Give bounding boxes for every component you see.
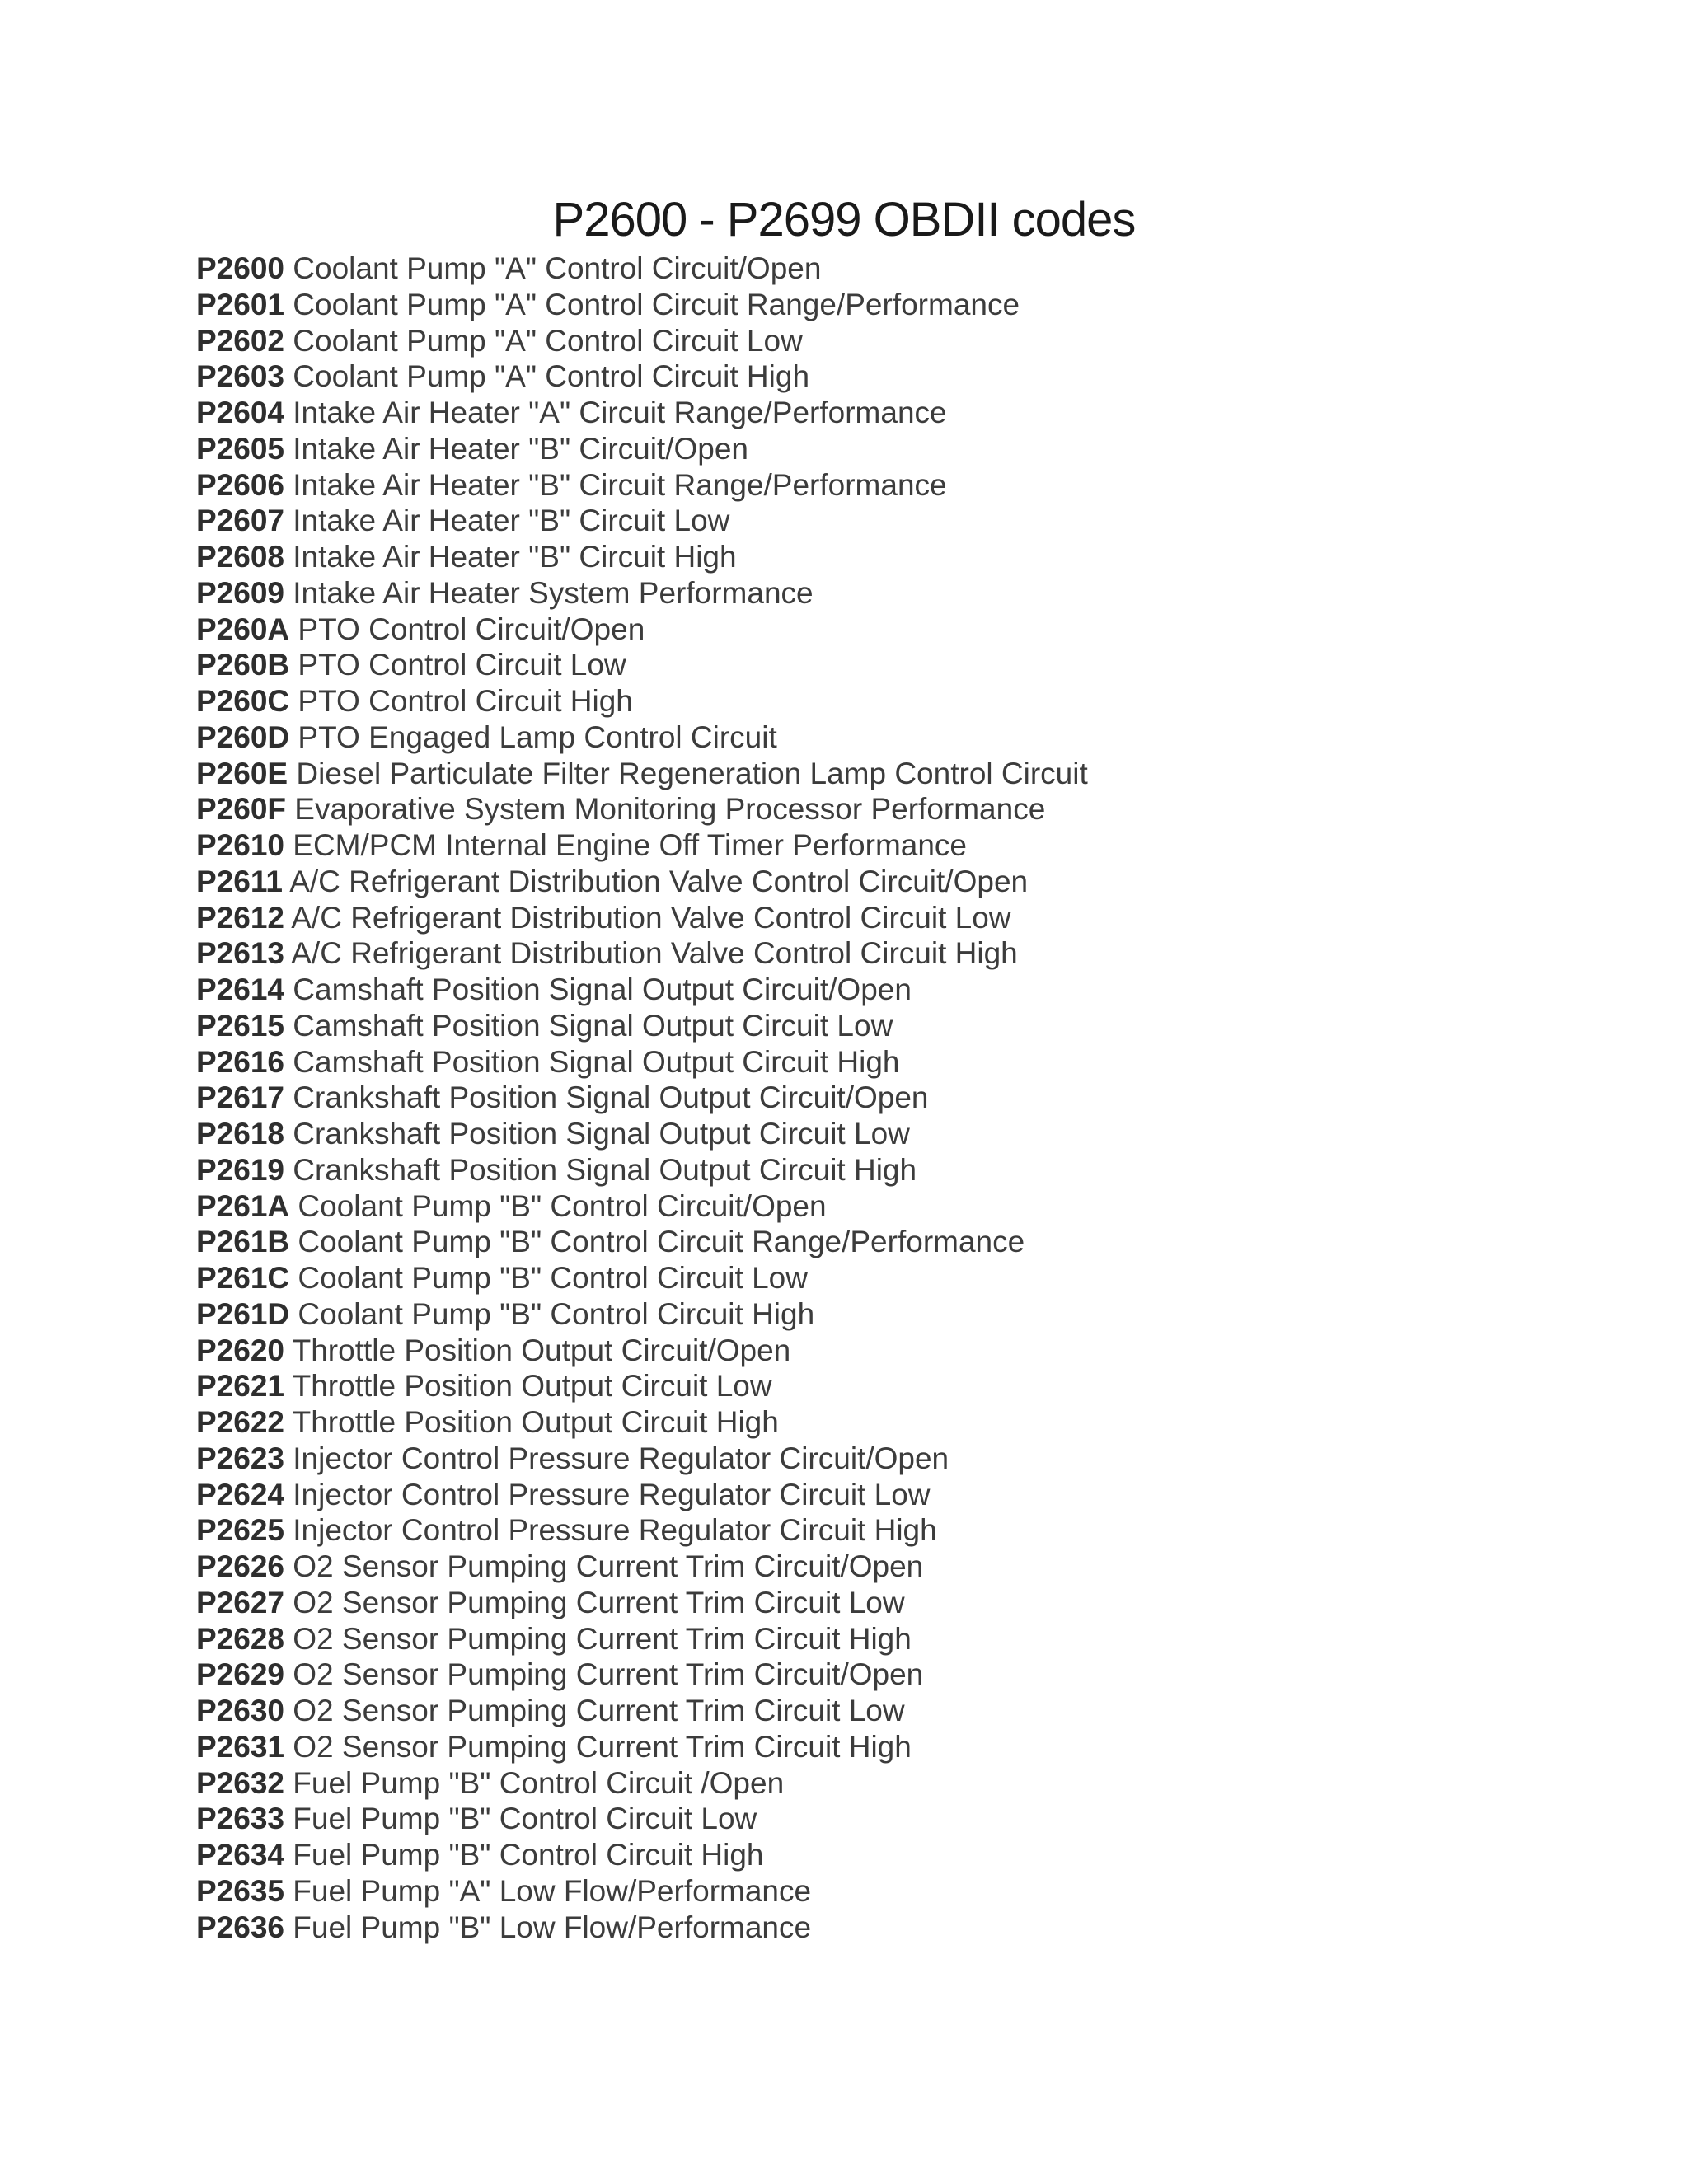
list-item: [196, 503, 1088, 539]
list-item: [196, 1152, 1088, 1188]
code-id: P2621: [196, 1369, 284, 1404]
code-description: PTO Control Circuit Low: [298, 648, 626, 682]
code-description: Crankshaft Position Signal Output Circuit High: [293, 1152, 917, 1187]
code-id: P2627: [196, 1585, 284, 1619]
code-description: Camshaft Position Signal Output Circuit High: [293, 1044, 900, 1079]
code-description: O2 Sensor Pumping Current Trim Circuit High: [293, 1729, 912, 1764]
code-id: P2619: [196, 1152, 284, 1187]
list-item: [196, 1441, 1088, 1477]
list-item: [196, 1224, 1088, 1260]
code-description: Evaporative System Monitoring Processor Performance: [294, 792, 1046, 827]
code-id: P2600: [196, 251, 284, 285]
list-item: [196, 1549, 1088, 1585]
list-item: [196, 972, 1088, 1008]
code-id: P2630: [196, 1694, 284, 1727]
code-description: A/C Refrigerant Distribution Valve Control Circuit Low: [291, 900, 1011, 935]
code-list: [196, 251, 1088, 1945]
code-id: P260D: [196, 719, 290, 754]
code-description: Coolant Pump "A" Control Circuit Low: [293, 323, 803, 358]
code-id: P260A: [196, 612, 290, 646]
page-title: P2600 - P2699 OBDII codes: [552, 193, 1136, 246]
code-description: ECM/PCM Internal Engine Off Timer Performance: [293, 828, 968, 862]
code-id: P2607: [196, 504, 284, 538]
code-id: P2623: [196, 1441, 284, 1475]
code-description: Coolant Pump "A" Control Circuit High: [293, 359, 810, 394]
code-id: P2603: [196, 359, 284, 394]
code-description: Intake Air Heater "B" Circuit High: [293, 540, 737, 574]
list-item: [196, 900, 1088, 936]
list-item: [196, 1008, 1088, 1044]
code-id: P2612: [196, 900, 284, 935]
code-description: PTO Engaged Lamp Control Circuit: [298, 719, 777, 754]
code-description: Intake Air Heater "B" Circuit Range/Performance: [293, 467, 947, 502]
code-description: Fuel Pump "B" Control Circuit Low: [293, 1802, 757, 1836]
code-description: O2 Sensor Pumping Current Trim Circuit/Open: [293, 1657, 924, 1692]
list-item: [196, 647, 1088, 683]
list-item: [196, 1729, 1088, 1765]
list-item: [196, 323, 1088, 359]
code-description: Coolant Pump "A" Control Circuit/Open: [293, 251, 822, 285]
list-item: [196, 359, 1088, 395]
code-description: Fuel Pump "B" Control Circuit High: [293, 1838, 764, 1872]
list-item: [196, 1801, 1088, 1837]
list-item: [196, 791, 1088, 827]
list-item: [196, 1693, 1088, 1729]
code-description: Camshaft Position Signal Output Circuit/Open: [293, 972, 912, 1006]
list-item: [196, 1368, 1088, 1404]
code-description: Coolant Pump "B" Control Circuit Low: [298, 1261, 808, 1295]
list-item: [196, 1116, 1088, 1152]
list-item: [196, 935, 1088, 972]
list-item: [196, 1044, 1088, 1080]
code-id: P2632: [196, 1765, 284, 1800]
code-id: P2610: [196, 828, 284, 862]
code-id: P2616: [196, 1044, 284, 1079]
list-item: [196, 251, 1088, 287]
code-id: P260E: [196, 756, 288, 790]
list-item: [196, 1621, 1088, 1657]
code-description: O2 Sensor Pumping Current Trim Circuit/Open: [293, 1549, 924, 1583]
code-id: P2636: [196, 1910, 284, 1944]
code-id: P2622: [196, 1405, 284, 1439]
list-item: [196, 1837, 1088, 1873]
list-item: [196, 575, 1088, 612]
code-id: P260B: [196, 648, 290, 682]
code-id: P2628: [196, 1621, 284, 1656]
code-id: P2609: [196, 575, 284, 610]
list-item: [196, 539, 1088, 575]
code-id: P2618: [196, 1117, 284, 1151]
code-id: P261D: [196, 1296, 290, 1331]
list-item: [196, 1873, 1088, 1910]
code-id: P2631: [196, 1729, 284, 1764]
code-id: P2605: [196, 431, 284, 466]
code-id: P2601: [196, 287, 284, 321]
list-item: [196, 395, 1088, 431]
code-description: Throttle Position Output Circuit High: [292, 1405, 779, 1439]
code-id: P2635: [196, 1873, 284, 1908]
code-description: Camshaft Position Signal Output Circuit Low: [293, 1008, 893, 1043]
code-id: P261A: [196, 1188, 290, 1223]
code-description: Fuel Pump "A" Low Flow/Performance: [293, 1873, 812, 1908]
code-id: P2620: [196, 1333, 284, 1367]
list-item: [196, 1188, 1088, 1225]
list-item: [196, 1765, 1088, 1802]
code-description: A/C Refrigerant Distribution Valve Control Circuit High: [291, 936, 1018, 971]
list-item: [196, 1910, 1088, 1946]
code-description: O2 Sensor Pumping Current Trim Circuit High: [293, 1621, 912, 1656]
code-description: Fuel Pump "B" Control Circuit /Open: [293, 1765, 785, 1800]
list-item: [196, 1080, 1088, 1116]
list-item: [196, 1477, 1088, 1513]
code-id: P2606: [196, 467, 284, 502]
list-item: [196, 864, 1088, 900]
code-id: P2611: [196, 864, 283, 898]
code-description: Fuel Pump "B" Low Flow/Performance: [293, 1910, 812, 1944]
code-id: P2626: [196, 1549, 284, 1583]
code-description: Diesel Particulate Filter Regeneration Lamp Control Circuit: [296, 756, 1088, 790]
code-id: P2624: [196, 1477, 284, 1511]
list-item: [196, 287, 1088, 323]
list-item: [196, 467, 1088, 504]
code-id: P2602: [196, 323, 284, 358]
code-id: P2617: [196, 1080, 284, 1115]
code-description: Injector Control Pressure Regulator Circuit/Open: [293, 1441, 950, 1475]
code-id: P2613: [196, 936, 284, 971]
list-item: [196, 1404, 1088, 1441]
code-id: P2633: [196, 1802, 284, 1836]
code-id: P2625: [196, 1513, 284, 1548]
list-item: [196, 612, 1088, 648]
code-description: O2 Sensor Pumping Current Trim Circuit Low: [293, 1585, 905, 1619]
code-id: P2604: [196, 396, 284, 429]
code-description: A/C Refrigerant Distribution Valve Control Circuit/Open: [289, 864, 1029, 898]
code-description: PTO Control Circuit/Open: [298, 612, 645, 646]
code-description: Throttle Position Output Circuit/Open: [292, 1333, 791, 1367]
code-description: Crankshaft Position Signal Output Circuit/Open: [293, 1080, 929, 1115]
code-description: Crankshaft Position Signal Output Circuit Low: [293, 1117, 910, 1151]
code-description: Throttle Position Output Circuit Low: [292, 1369, 772, 1404]
list-item: [196, 1512, 1088, 1549]
code-description: Intake Air Heater System Performance: [293, 575, 814, 610]
code-description: Coolant Pump "B" Control Circuit Range/Performance: [298, 1225, 1025, 1259]
code-description: Coolant Pump "A" Control Circuit Range/Performance: [293, 287, 1020, 321]
code-description: PTO Control Circuit High: [298, 684, 633, 718]
code-id: P2608: [196, 540, 284, 574]
code-id: P2634: [196, 1838, 284, 1872]
code-description: Injector Control Pressure Regulator Circuit Low: [293, 1477, 931, 1511]
list-item: [196, 756, 1088, 792]
code-description: Intake Air Heater "B" Circuit Low: [293, 504, 730, 538]
code-description: Coolant Pump "B" Control Circuit/Open: [298, 1188, 827, 1223]
list-item: [196, 1260, 1088, 1296]
code-description: Injector Control Pressure Regulator Circuit High: [293, 1513, 937, 1548]
code-description: Intake Air Heater "A" Circuit Range/Performance: [293, 396, 947, 429]
list-item: [196, 431, 1088, 467]
list-item: [196, 827, 1088, 864]
list-item: [196, 1585, 1088, 1621]
code-id: P261B: [196, 1225, 290, 1259]
list-item: [196, 1296, 1088, 1333]
code-id: P2629: [196, 1657, 284, 1692]
code-id: P2615: [196, 1008, 284, 1043]
code-description: Coolant Pump "B" Control Circuit High: [298, 1296, 815, 1331]
code-description: Intake Air Heater "B" Circuit/Open: [293, 431, 749, 466]
list-item: [196, 1657, 1088, 1693]
code-id: P260C: [196, 684, 290, 718]
code-id: P261C: [196, 1261, 290, 1295]
list-item: [196, 1333, 1088, 1369]
code-id: P2614: [196, 972, 284, 1006]
list-item: [196, 719, 1088, 756]
code-id: P260F: [196, 792, 287, 827]
list-item: [196, 683, 1088, 719]
code-description: O2 Sensor Pumping Current Trim Circuit Low: [293, 1694, 905, 1727]
